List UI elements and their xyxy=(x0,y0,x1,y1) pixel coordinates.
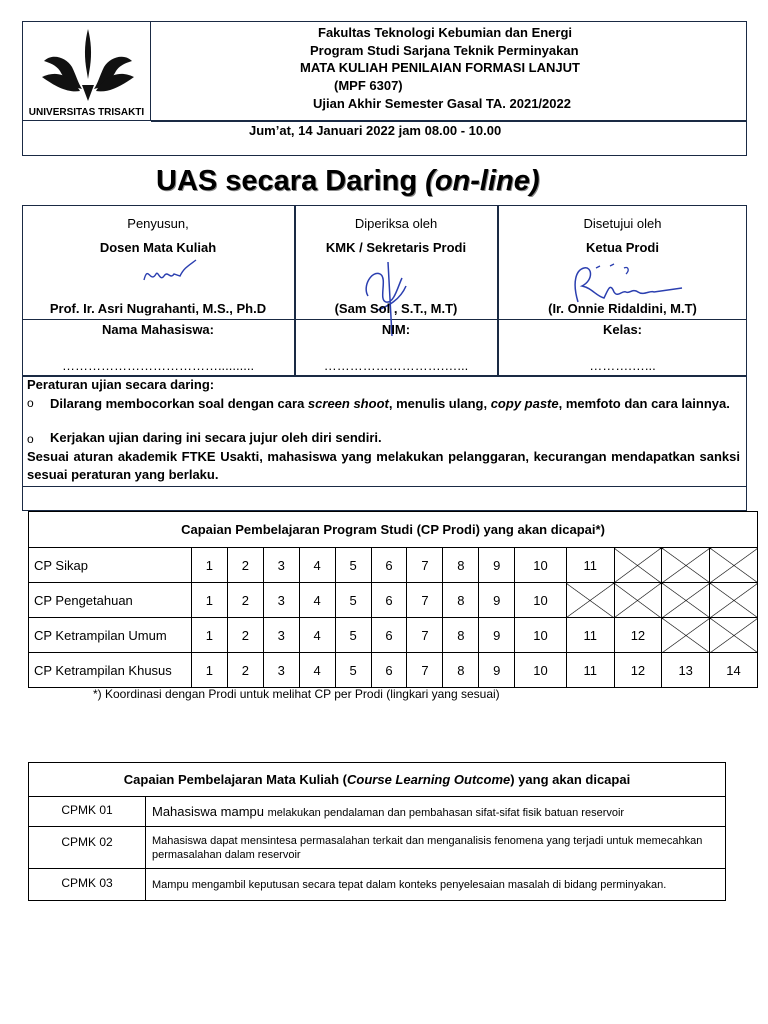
cp-cell: 6 xyxy=(371,618,407,653)
cp-cell: 4 xyxy=(299,653,335,688)
cp-cell: 7 xyxy=(407,583,443,618)
cp-cell: 6 xyxy=(371,653,407,688)
cpmk-text-2: Mahasiswa dapat mensintesa permasalahan terkait dan menganalisis fenomena yang terjadi untuk memecahkan permasalahan dalam reservoir xyxy=(146,827,726,869)
cp-cell-crossed xyxy=(710,618,758,653)
cp-prodi-table xyxy=(28,511,758,688)
cp-cell: 3 xyxy=(263,583,299,618)
cpmk-code-1: CPMK 01 xyxy=(29,797,146,827)
cp-prodi-title: Capaian Pembelajaran Program Studi (CP Prodi) yang akan dicapai*) xyxy=(29,512,758,548)
cp-cell-crossed xyxy=(662,618,710,653)
cp-row-label: CP Sikap xyxy=(29,548,192,583)
cp-cell: 6 xyxy=(371,548,407,583)
cp-cell: 4 xyxy=(299,583,335,618)
rules-b1-d: copy paste xyxy=(490,396,559,411)
cp-row-label: CP Pengetahuan xyxy=(29,583,192,618)
cp-cell: 10 xyxy=(515,618,567,653)
course-name: MATA KULIAH PENILAIAN FORMASI LANJUT xyxy=(300,60,580,75)
cp-cell: 1 xyxy=(191,653,227,688)
cp-cell: 5 xyxy=(335,548,371,583)
rules-bullet-1-marker: o xyxy=(27,396,34,410)
cp-cell: 8 xyxy=(443,653,479,688)
role-disetujui: Disetujui oleh xyxy=(583,216,662,231)
page-title xyxy=(156,165,540,198)
cp-cell: 9 xyxy=(479,618,515,653)
faculty-name: Fakultas Teknologi Kebumian dan Energi xyxy=(318,25,573,40)
program-name: Program Studi Sarjana Teknik Perminyakan xyxy=(310,43,579,58)
label-nim: NIM: xyxy=(381,322,411,337)
cpmk-code-3: CPMK 03 xyxy=(29,869,146,901)
cp-cell: 3 xyxy=(263,618,299,653)
signature-1 xyxy=(140,256,200,292)
rules-b1-c: , menulis ulang, xyxy=(388,396,491,411)
rules-sanction: Sesuai aturan akademik FTKE Usakti, mahasiswa yang melakukan pelanggaran, kecurangan mendapatkan sanksi sesuai peraturan yang berlaku. xyxy=(27,449,740,482)
university-name: UNIVERSITAS TRISAKTI xyxy=(28,107,145,118)
cp-cell: 12 xyxy=(614,618,662,653)
rules-heading: Peraturan ujian secara daring: xyxy=(27,377,215,392)
cpmk-desc-1: melakukan pendalaman dan pembahasan sifat-sifat fisik batuan reservoir xyxy=(267,807,625,819)
cp-cell-crossed xyxy=(710,548,758,583)
rules-bullet-1 xyxy=(50,395,740,412)
cpmk-text-1 xyxy=(146,797,726,827)
cp-cell: 1 xyxy=(191,618,227,653)
cp-cell: 14 xyxy=(710,653,758,688)
cp-cell: 10 xyxy=(515,548,567,583)
cp-row xyxy=(29,653,758,688)
cp-cell: 5 xyxy=(335,618,371,653)
cp-cell-crossed xyxy=(710,583,758,618)
cpmk-title-c: ) yang akan dicapai xyxy=(510,772,631,787)
cp-cell: 11 xyxy=(566,548,614,583)
header-divider xyxy=(151,120,747,122)
cp-cell: 8 xyxy=(443,618,479,653)
trisakti-logo-icon xyxy=(38,27,138,105)
position-dosen: Dosen Mata Kuliah xyxy=(99,240,217,255)
cp-cell: 5 xyxy=(335,653,371,688)
approval-hline-3 xyxy=(22,486,747,487)
field-nim[interactable]: ……………………….…... xyxy=(323,358,469,373)
position-ketua: Ketua Prodi xyxy=(586,240,659,255)
cp-cell: 2 xyxy=(227,653,263,688)
cp-cell: 3 xyxy=(263,548,299,583)
cp-cell: 1 xyxy=(191,583,227,618)
cp-cell: 8 xyxy=(443,583,479,618)
cp-row xyxy=(29,618,758,653)
cpmk-title xyxy=(29,763,726,797)
cp-cell: 4 xyxy=(299,548,335,583)
label-kelas: Kelas: xyxy=(602,322,643,337)
cpmk-table xyxy=(28,762,726,901)
cp-cell: 1 xyxy=(191,548,227,583)
cp-cell-crossed xyxy=(662,548,710,583)
cp-cell: 11 xyxy=(566,653,614,688)
rules-bullet-2: Kerjakan ujian daring ini secara jujur oleh diri sendiri. xyxy=(50,430,382,445)
title-italic: (on-line) xyxy=(425,165,540,197)
cp-row-label: CP Ketrampilan Khusus xyxy=(29,653,192,688)
cpmk-table-wrap xyxy=(28,762,726,901)
cp-cell-crossed xyxy=(614,548,662,583)
cp-cell: 3 xyxy=(263,653,299,688)
cp-cell: 10 xyxy=(515,583,567,618)
cp-cell: 13 xyxy=(662,653,710,688)
role-diperiksa: Diperiksa oleh xyxy=(354,216,438,231)
field-kelas[interactable]: ……….…... xyxy=(589,358,656,373)
cp-row xyxy=(29,548,758,583)
cp-cell: 10 xyxy=(515,653,567,688)
cpmk-text-3: Mampu mengambil keputusan secara tepat dalam konteks penyelesaian masalah di bidang perminyakan. xyxy=(146,869,726,901)
cp-cell: 9 xyxy=(479,583,515,618)
cp-prodi-table-wrap xyxy=(28,511,758,688)
exam-date: Jum’at, 14 Januari 2022 jam 08.00 - 10.00 xyxy=(249,123,502,138)
cp-row xyxy=(29,583,758,618)
cp-cell: 6 xyxy=(371,583,407,618)
cp-cell: 9 xyxy=(479,653,515,688)
cpmk-title-b: Course Learning Outcome xyxy=(347,772,511,787)
rules-b1-e: , memfoto dan cara lainnya. xyxy=(558,396,730,411)
name-disetujui: (Ir. Onnie Ridaldini, M.T) xyxy=(548,301,697,316)
name-penyusun: Prof. Ir. Asri Nugrahanti, M.S., Ph.D xyxy=(49,301,267,316)
cp-cell: 9 xyxy=(479,548,515,583)
cp-row-label: CP Ketrampilan Umum xyxy=(29,618,192,653)
rules-b1-a: Dilarang membocorkan soal dengan cara xyxy=(50,396,308,411)
exam-name: Ujian Akhir Semester Gasal TA. 2021/2022 xyxy=(313,96,571,111)
rules-bullet-2-marker: o xyxy=(27,432,34,446)
cp-cell-crossed xyxy=(566,583,614,618)
cp-cell: 4 xyxy=(299,618,335,653)
cp-cell: 5 xyxy=(335,583,371,618)
label-nama: Nama Mahasiswa: xyxy=(102,322,214,337)
rules-b1-b: screen shoot xyxy=(307,396,389,411)
cp-cell: 7 xyxy=(407,548,443,583)
cp-cell: 2 xyxy=(227,618,263,653)
title-main: UAS secara Daring xyxy=(156,165,426,197)
cp-cell-crossed xyxy=(614,583,662,618)
course-code: (MPF 6307) xyxy=(334,78,403,93)
cp-cell: 7 xyxy=(407,618,443,653)
position-kmk: KMK / Sekretaris Prodi xyxy=(325,240,467,255)
field-nama[interactable]: ……………………………….......... xyxy=(61,358,255,373)
cpmk-lead-1: Mahasiswa mampu xyxy=(152,804,268,819)
cp-cell: 11 xyxy=(566,618,614,653)
cp-cell: 12 xyxy=(614,653,662,688)
name-diperiksa: (Sam Sol , S.T., M.T) xyxy=(334,301,458,316)
cp-prodi-note: *) Koordinasi dengan Prodi untuk melihat CP per Prodi (lingkari yang sesuai) xyxy=(93,687,500,701)
cp-cell: 8 xyxy=(443,548,479,583)
role-penyusun: Penyusun, xyxy=(127,216,189,231)
cp-cell: 7 xyxy=(407,653,443,688)
cpmk-code-2: CPMK 02 xyxy=(29,827,146,869)
cpmk-title-a: Capaian Pembelajaran Mata Kuliah ( xyxy=(123,772,348,787)
cp-cell-crossed xyxy=(662,583,710,618)
cp-cell: 2 xyxy=(227,548,263,583)
cp-cell: 2 xyxy=(227,583,263,618)
